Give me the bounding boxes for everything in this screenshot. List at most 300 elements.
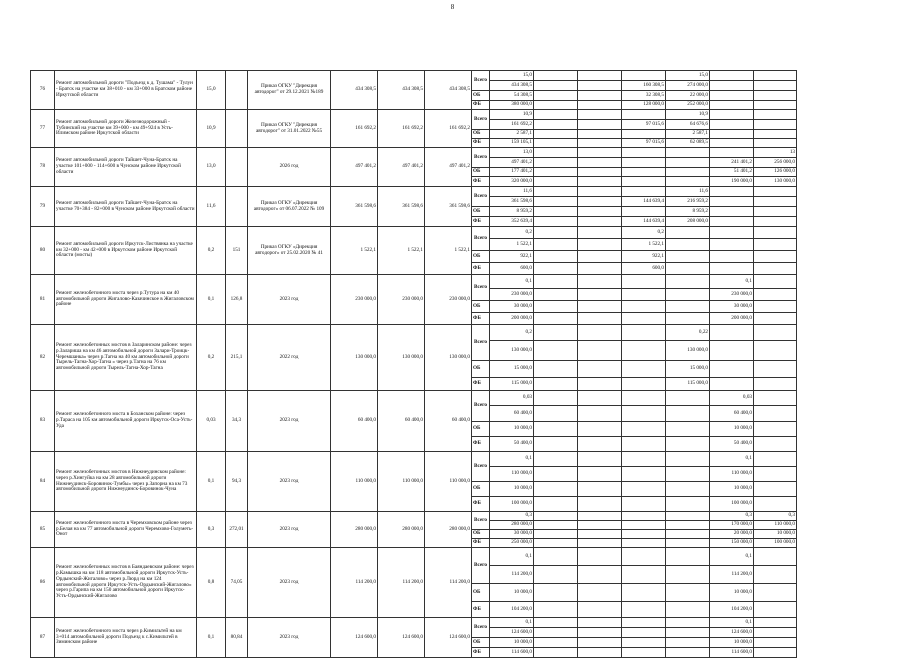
total-cost: 110 000,0 <box>331 452 378 512</box>
year-2020 <box>534 584 578 602</box>
funding-label: ФБ <box>472 217 490 227</box>
estimate-cost: 60 400,0 <box>378 391 425 452</box>
total-cost: 114 200,0 <box>331 548 378 618</box>
basis-doc: Приказ ОГКУ "Дирекция автодорог" от 29.12.2021 №189 <box>248 71 331 110</box>
year-2023: 15 000,0 <box>666 361 710 378</box>
year-2023: 22 000,0 <box>666 91 710 101</box>
year-2022 <box>622 361 666 378</box>
year-2021 <box>578 497 622 512</box>
table-row <box>31 512 797 521</box>
year-2023: 8 959,2 <box>666 207 710 217</box>
funding-label: ОБ <box>472 91 490 101</box>
length-km: 0,8 <box>197 548 226 618</box>
year-2021 <box>578 71 622 81</box>
year-2025 <box>754 452 797 467</box>
year-2020 <box>534 313 578 325</box>
program-cost: 161 692,2 <box>425 110 472 148</box>
year-2025: 126 000,0 <box>754 168 797 177</box>
year-2024 <box>710 101 754 110</box>
year-2022 <box>622 207 666 217</box>
year-total: 0,03 <box>490 391 534 406</box>
object-name: Ремонт железобетонных мостов в Заларинском районе: через р.Залариша на км 46 автомобильной дороги Залари-Троицк-Черемшанка» через р.Тагна на 40 км автомобильной дороги Тырель-Тагна-Хор-Тагна » через р.Тагна на 76 км автомобильной дороги Тырель-Тагна-Хор-Тагна <box>55 325 197 391</box>
length-km: 0,03 <box>197 391 226 452</box>
program-cost: 124 600,0 <box>425 618 472 658</box>
funding-label-total: Всего <box>472 618 490 638</box>
year-2021 <box>578 638 622 648</box>
row-number: 85 <box>31 512 55 548</box>
year-2023 <box>666 584 710 602</box>
funding-label: ОБ <box>472 584 490 602</box>
year-2025 <box>754 275 797 289</box>
year-2021 <box>578 566 622 584</box>
year-2025 <box>754 467 797 482</box>
year-2025 <box>754 313 797 325</box>
year-total: 0,1 <box>490 618 534 628</box>
year-2022 <box>622 177 666 187</box>
year-2024 <box>710 207 754 217</box>
year-total: 15,0 <box>490 71 534 81</box>
year-2023 <box>666 602 710 618</box>
year-2024 <box>710 197 754 207</box>
year-2021 <box>578 618 622 628</box>
year-2024 <box>710 110 754 120</box>
year-2020 <box>534 391 578 406</box>
year-2022 <box>622 566 666 584</box>
year-2025 <box>754 378 797 391</box>
year-2025 <box>754 197 797 207</box>
year-2022: 0,2 <box>622 227 666 239</box>
year-2021 <box>578 91 622 101</box>
year-2025 <box>754 361 797 378</box>
year-2022 <box>622 539 666 548</box>
year-total: 10 000,0 <box>490 482 534 497</box>
program-cost: 230 000,0 <box>425 275 472 325</box>
year-2021 <box>578 130 622 139</box>
year-2022: 600,0 <box>622 263 666 275</box>
year-2020 <box>534 618 578 628</box>
year-2020 <box>534 512 578 521</box>
page-number: 8 <box>450 3 455 11</box>
year-2024 <box>710 120 754 130</box>
year-2020 <box>534 110 578 120</box>
basis-doc: 2023 год <box>248 452 331 512</box>
year-2023 <box>666 521 710 530</box>
year-2023: 208 000,0 <box>666 217 710 227</box>
year-2022 <box>622 110 666 120</box>
basis-doc: 2023 год <box>248 548 331 618</box>
year-2024: 124 600,0 <box>710 628 754 638</box>
year-2021 <box>578 602 622 618</box>
year-total: 177 401,2 <box>490 168 534 177</box>
year-2023 <box>666 239 710 251</box>
year-2021 <box>578 482 622 497</box>
year-2023 <box>666 251 710 263</box>
year-2024 <box>710 71 754 81</box>
total-cost: 161 692,2 <box>331 110 378 148</box>
year-2024: 190 000,0 <box>710 177 754 187</box>
year-2022 <box>622 530 666 539</box>
year-2024: 104 200,0 <box>710 602 754 618</box>
year-total: 114 600,0 <box>490 648 534 658</box>
year-total: 10 000,0 <box>490 422 534 437</box>
year-2023 <box>666 437 710 452</box>
year-2021 <box>578 313 622 325</box>
year-2025 <box>754 602 797 618</box>
year-2021 <box>578 648 622 658</box>
bridge-length: 126,8 <box>226 275 248 325</box>
year-2024: 110 000,0 <box>710 467 754 482</box>
funding-label: ОБ <box>472 361 490 378</box>
year-2023 <box>666 512 710 521</box>
year-total: 280 000,0 <box>490 521 534 530</box>
year-total: 159 105,1 <box>490 139 534 148</box>
funding-label-total: Всего <box>472 187 490 207</box>
year-2022 <box>622 313 666 325</box>
year-2023: 0,22 <box>666 325 710 341</box>
year-2022 <box>622 497 666 512</box>
year-2023: 115 000,0 <box>666 378 710 391</box>
year-total: 10,9 <box>490 110 534 120</box>
year-2023: 274 000,0 <box>666 81 710 91</box>
year-2020 <box>534 177 578 187</box>
year-total: 8 959,2 <box>490 207 534 217</box>
year-2025: 100 000,0 <box>754 539 797 548</box>
year-2020 <box>534 452 578 467</box>
year-2024: 50 400,0 <box>710 437 754 452</box>
year-2023 <box>666 628 710 638</box>
year-2025 <box>754 227 797 239</box>
year-total: 0,1 <box>490 275 534 289</box>
program-cost: 130 000,0 <box>425 325 472 391</box>
year-2024: 51 401,2 <box>710 168 754 177</box>
year-2024 <box>710 81 754 91</box>
year-2025 <box>754 422 797 437</box>
year-2025: 13 <box>754 148 797 158</box>
program-cost: 361 598,6 <box>425 187 472 227</box>
table-row <box>31 452 797 467</box>
year-2022 <box>622 467 666 482</box>
year-2024 <box>710 227 754 239</box>
year-total: 0,2 <box>490 227 534 239</box>
year-2021 <box>578 584 622 602</box>
length-km: 0,1 <box>197 452 226 512</box>
year-2023 <box>666 482 710 497</box>
year-2025 <box>754 406 797 422</box>
estimate-cost: 230 000,0 <box>378 275 425 325</box>
object-name: Ремонт автомобильной дороги Иркутск-Листвянка на участке км 32+000 - км 42+000 в Иркутском районе Иркутской области (мосты) <box>55 227 197 275</box>
year-total: 0,3 <box>490 512 534 521</box>
year-2023: 252 000,0 <box>666 101 710 110</box>
year-2021 <box>578 289 622 301</box>
year-2021 <box>578 275 622 289</box>
year-2024 <box>710 263 754 275</box>
funding-label-total: Всего <box>472 391 490 422</box>
year-2024: 100 000,0 <box>710 497 754 512</box>
table-row <box>31 227 797 239</box>
year-2020 <box>534 361 578 378</box>
funding-label: ОБ <box>472 301 490 313</box>
year-2024 <box>710 378 754 391</box>
year-2024 <box>710 341 754 361</box>
year-total: 15 000,0 <box>490 361 534 378</box>
year-2022: 97 015,6 <box>622 139 666 148</box>
year-total: 352 639,4 <box>490 217 534 227</box>
total-cost: 124 600,0 <box>331 618 378 658</box>
year-2025 <box>754 120 797 130</box>
year-2020 <box>534 482 578 497</box>
length-km: 0,1 <box>197 618 226 658</box>
program-cost: 110 000,0 <box>425 452 472 512</box>
year-2022 <box>622 548 666 566</box>
funding-label: ФБ <box>472 497 490 512</box>
funding-label: ФБ <box>472 648 490 658</box>
year-total: 497 401,2 <box>490 158 534 168</box>
year-2020 <box>534 521 578 530</box>
year-2023 <box>666 566 710 584</box>
year-2025 <box>754 497 797 512</box>
year-2021 <box>578 378 622 391</box>
bridge-length: 34,3 <box>226 391 248 452</box>
year-2025 <box>754 628 797 638</box>
year-2021 <box>578 628 622 638</box>
year-2022 <box>622 452 666 467</box>
year-2023 <box>666 177 710 187</box>
basis-doc: Приказ ОГКУ «Дирекция автодорог» от 06.07.2022 № 109 <box>248 187 331 227</box>
year-total: 30 000,0 <box>490 530 534 539</box>
estimate-cost: 114 200,0 <box>378 548 425 618</box>
year-2025 <box>754 217 797 227</box>
year-2024: 0,3 <box>710 512 754 521</box>
year-2023 <box>666 648 710 658</box>
year-2020 <box>534 341 578 361</box>
total-cost: 434 308,5 <box>331 71 378 110</box>
year-2021 <box>578 120 622 130</box>
year-2024 <box>710 325 754 341</box>
basis-doc: 2023 год <box>248 391 331 452</box>
year-2020 <box>534 406 578 422</box>
year-2021 <box>578 530 622 539</box>
estimate-cost: 124 600,0 <box>378 618 425 658</box>
year-2021 <box>578 227 622 239</box>
year-2024: 150 000,0 <box>710 539 754 548</box>
object-name: Ремонт автомобильной дороги Железнодорожный - Тубинский на участке км 39+000 - км 49+924 в Усть-Илимском районе Иркутской области <box>55 110 197 148</box>
year-2020 <box>534 227 578 239</box>
row-number: 87 <box>31 618 55 658</box>
year-2023 <box>666 275 710 289</box>
year-2020 <box>534 539 578 548</box>
year-2025 <box>754 187 797 197</box>
year-2021 <box>578 197 622 207</box>
year-2020 <box>534 251 578 263</box>
year-2022 <box>622 512 666 521</box>
year-2025 <box>754 289 797 301</box>
year-total: 230 000,0 <box>490 289 534 301</box>
year-2022: 97 015,6 <box>622 120 666 130</box>
year-2023 <box>666 452 710 467</box>
year-2022 <box>622 584 666 602</box>
total-cost: 1 522,1 <box>331 227 378 275</box>
year-2020 <box>534 239 578 251</box>
length-km: 13,0 <box>197 148 226 187</box>
year-2022 <box>622 482 666 497</box>
year-2025 <box>754 239 797 251</box>
table-row <box>31 71 797 81</box>
year-2025 <box>754 566 797 584</box>
year-2020 <box>534 378 578 391</box>
table-row <box>31 275 797 289</box>
estimate-cost: 361 598,6 <box>378 187 425 227</box>
year-2022 <box>622 406 666 422</box>
year-total: 124 600,0 <box>490 628 534 638</box>
row-number: 78 <box>31 148 55 187</box>
funding-label: ФБ <box>472 378 490 391</box>
year-2020 <box>534 275 578 289</box>
year-2023 <box>666 263 710 275</box>
year-2024 <box>710 239 754 251</box>
funding-label-total: Всего <box>472 452 490 482</box>
year-2024 <box>710 187 754 197</box>
length-km: 0,2 <box>197 227 226 275</box>
year-2024: 10 000,0 <box>710 584 754 602</box>
funding-label: ОБ <box>472 130 490 139</box>
object-name: Ремонт автомобильной дороги Тайшет-Чуна-Братск на участке 70+384 - 82+000 в Чунском районе Иркутской области <box>55 187 197 227</box>
program-cost: 280 000,0 <box>425 512 472 548</box>
object-name: Ремонт железобетонного моста через р.Тутура на км 40 автомобильной дороги Жигалово-Казачинское в Жигаловском районе <box>55 275 197 325</box>
year-2022 <box>622 437 666 452</box>
year-2020 <box>534 71 578 81</box>
basis-doc: 2023 год <box>248 275 331 325</box>
year-2020 <box>534 130 578 139</box>
program-cost: 1 522,1 <box>425 227 472 275</box>
length-km: 0,1 <box>197 275 226 325</box>
year-2022 <box>622 341 666 361</box>
year-2023 <box>666 227 710 239</box>
year-2020 <box>534 566 578 584</box>
table-row <box>31 148 797 158</box>
row-number: 76 <box>31 71 55 110</box>
year-2025 <box>754 263 797 275</box>
year-2024: 0,1 <box>710 548 754 566</box>
year-2020 <box>534 101 578 110</box>
year-total: 13,0 <box>490 148 534 158</box>
year-2023 <box>666 530 710 539</box>
year-2023: 130 000,0 <box>666 341 710 361</box>
length-km: 0,3 <box>197 512 226 548</box>
year-2022: 128 000,0 <box>622 101 666 110</box>
year-2024 <box>710 91 754 101</box>
year-2025 <box>754 101 797 110</box>
year-2023 <box>666 301 710 313</box>
row-number: 86 <box>31 548 55 618</box>
table-row <box>31 325 797 341</box>
year-2020 <box>534 628 578 638</box>
year-2024: 0,1 <box>710 618 754 628</box>
year-2023 <box>666 638 710 648</box>
year-2025 <box>754 301 797 313</box>
year-2022 <box>622 148 666 158</box>
year-2020 <box>534 422 578 437</box>
year-total: 50 400,0 <box>490 437 534 452</box>
year-total: 922,1 <box>490 251 534 263</box>
table-row <box>31 548 797 566</box>
year-2025 <box>754 325 797 341</box>
year-2022 <box>622 289 666 301</box>
year-2022 <box>622 521 666 530</box>
year-total: 115 000,0 <box>490 378 534 391</box>
table-row <box>31 187 797 197</box>
year-2025 <box>754 648 797 658</box>
basis-doc: 2026 год <box>248 148 331 187</box>
year-2021 <box>578 217 622 227</box>
object-name: Ремонт железобетонных мостов в Баяндаевском районе: через р.Камышка на км 118 автомобильной дороги Иркутск-Усть-Ордынский-Жигалово» через р.Люрд на км 124 автомобильной дороги Иркутск-Усть-Ордынский-Жигалово» через р.Гарипа на км 150 автомобильной дороги Иркутск-Усть-Ордынский-Жигалово <box>55 548 197 618</box>
year-2021 <box>578 110 622 120</box>
year-2022 <box>622 301 666 313</box>
year-2023: 15,0 <box>666 71 710 81</box>
year-total: 110 000,0 <box>490 467 534 482</box>
total-cost: 130 000,0 <box>331 325 378 391</box>
year-2021 <box>578 521 622 530</box>
year-2020 <box>534 168 578 177</box>
funding-label: ФБ <box>472 139 490 148</box>
year-2023: 11,6 <box>666 187 710 197</box>
year-2021 <box>578 177 622 187</box>
year-2025: 256 000,0 <box>754 158 797 168</box>
year-2023 <box>666 497 710 512</box>
year-2022 <box>622 168 666 177</box>
funding-label-total: Всего <box>472 71 490 91</box>
estimate-cost: 434 308,5 <box>378 71 425 110</box>
year-2025: 130 000,0 <box>754 177 797 187</box>
funding-label: ОБ <box>472 251 490 263</box>
length-km: 0,2 <box>197 325 226 391</box>
row-number: 84 <box>31 452 55 512</box>
bridge-length <box>226 71 248 110</box>
year-total: 114 200,0 <box>490 566 534 584</box>
year-2021 <box>578 391 622 406</box>
year-2022 <box>622 130 666 139</box>
year-2024: 170 000,0 <box>710 521 754 530</box>
year-2024 <box>710 139 754 148</box>
year-2024: 0,1 <box>710 452 754 467</box>
year-2023: 10,9 <box>666 110 710 120</box>
year-2023 <box>666 289 710 301</box>
year-total: 100 000,0 <box>490 497 534 512</box>
object-name: Ремонт железобетонного моста в Черемховском районе через р.Белая на км 77 автомобильной дороги Черемхово-Голуметь-Онот <box>55 512 197 548</box>
year-2020 <box>534 638 578 648</box>
year-2021 <box>578 101 622 110</box>
funding-label: ФБ <box>472 313 490 325</box>
object-name: Ремонт железобетонных мостов в Нижнеудинском районе: через р.Хингуйка на км 28 автомобильной дороги Нижнеудинск-Боровинок-Тумбы» через р.Запорна на км 73 автомобильной дороги Нижнеудинск-Боровинок-Чуна <box>55 452 197 512</box>
basis-doc: Приказ ОГКУ «Дирекция автодорог» от 25.02.2020 № 41 <box>248 227 331 275</box>
bridge-length: 215,1 <box>226 325 248 391</box>
year-2023 <box>666 148 710 158</box>
year-2025 <box>754 618 797 628</box>
year-2023 <box>666 158 710 168</box>
year-total: 54 308,5 <box>490 91 534 101</box>
year-2020 <box>534 325 578 341</box>
year-2020 <box>534 289 578 301</box>
table-row <box>31 391 797 406</box>
year-total: 130 000,0 <box>490 341 534 361</box>
total-cost: 230 000,0 <box>331 275 378 325</box>
year-2024: 30 000,0 <box>710 301 754 313</box>
year-2021 <box>578 168 622 177</box>
year-2020 <box>534 497 578 512</box>
year-2022 <box>622 638 666 648</box>
year-2022 <box>622 158 666 168</box>
bridge-length: 151 <box>226 227 248 275</box>
year-2022 <box>622 648 666 658</box>
